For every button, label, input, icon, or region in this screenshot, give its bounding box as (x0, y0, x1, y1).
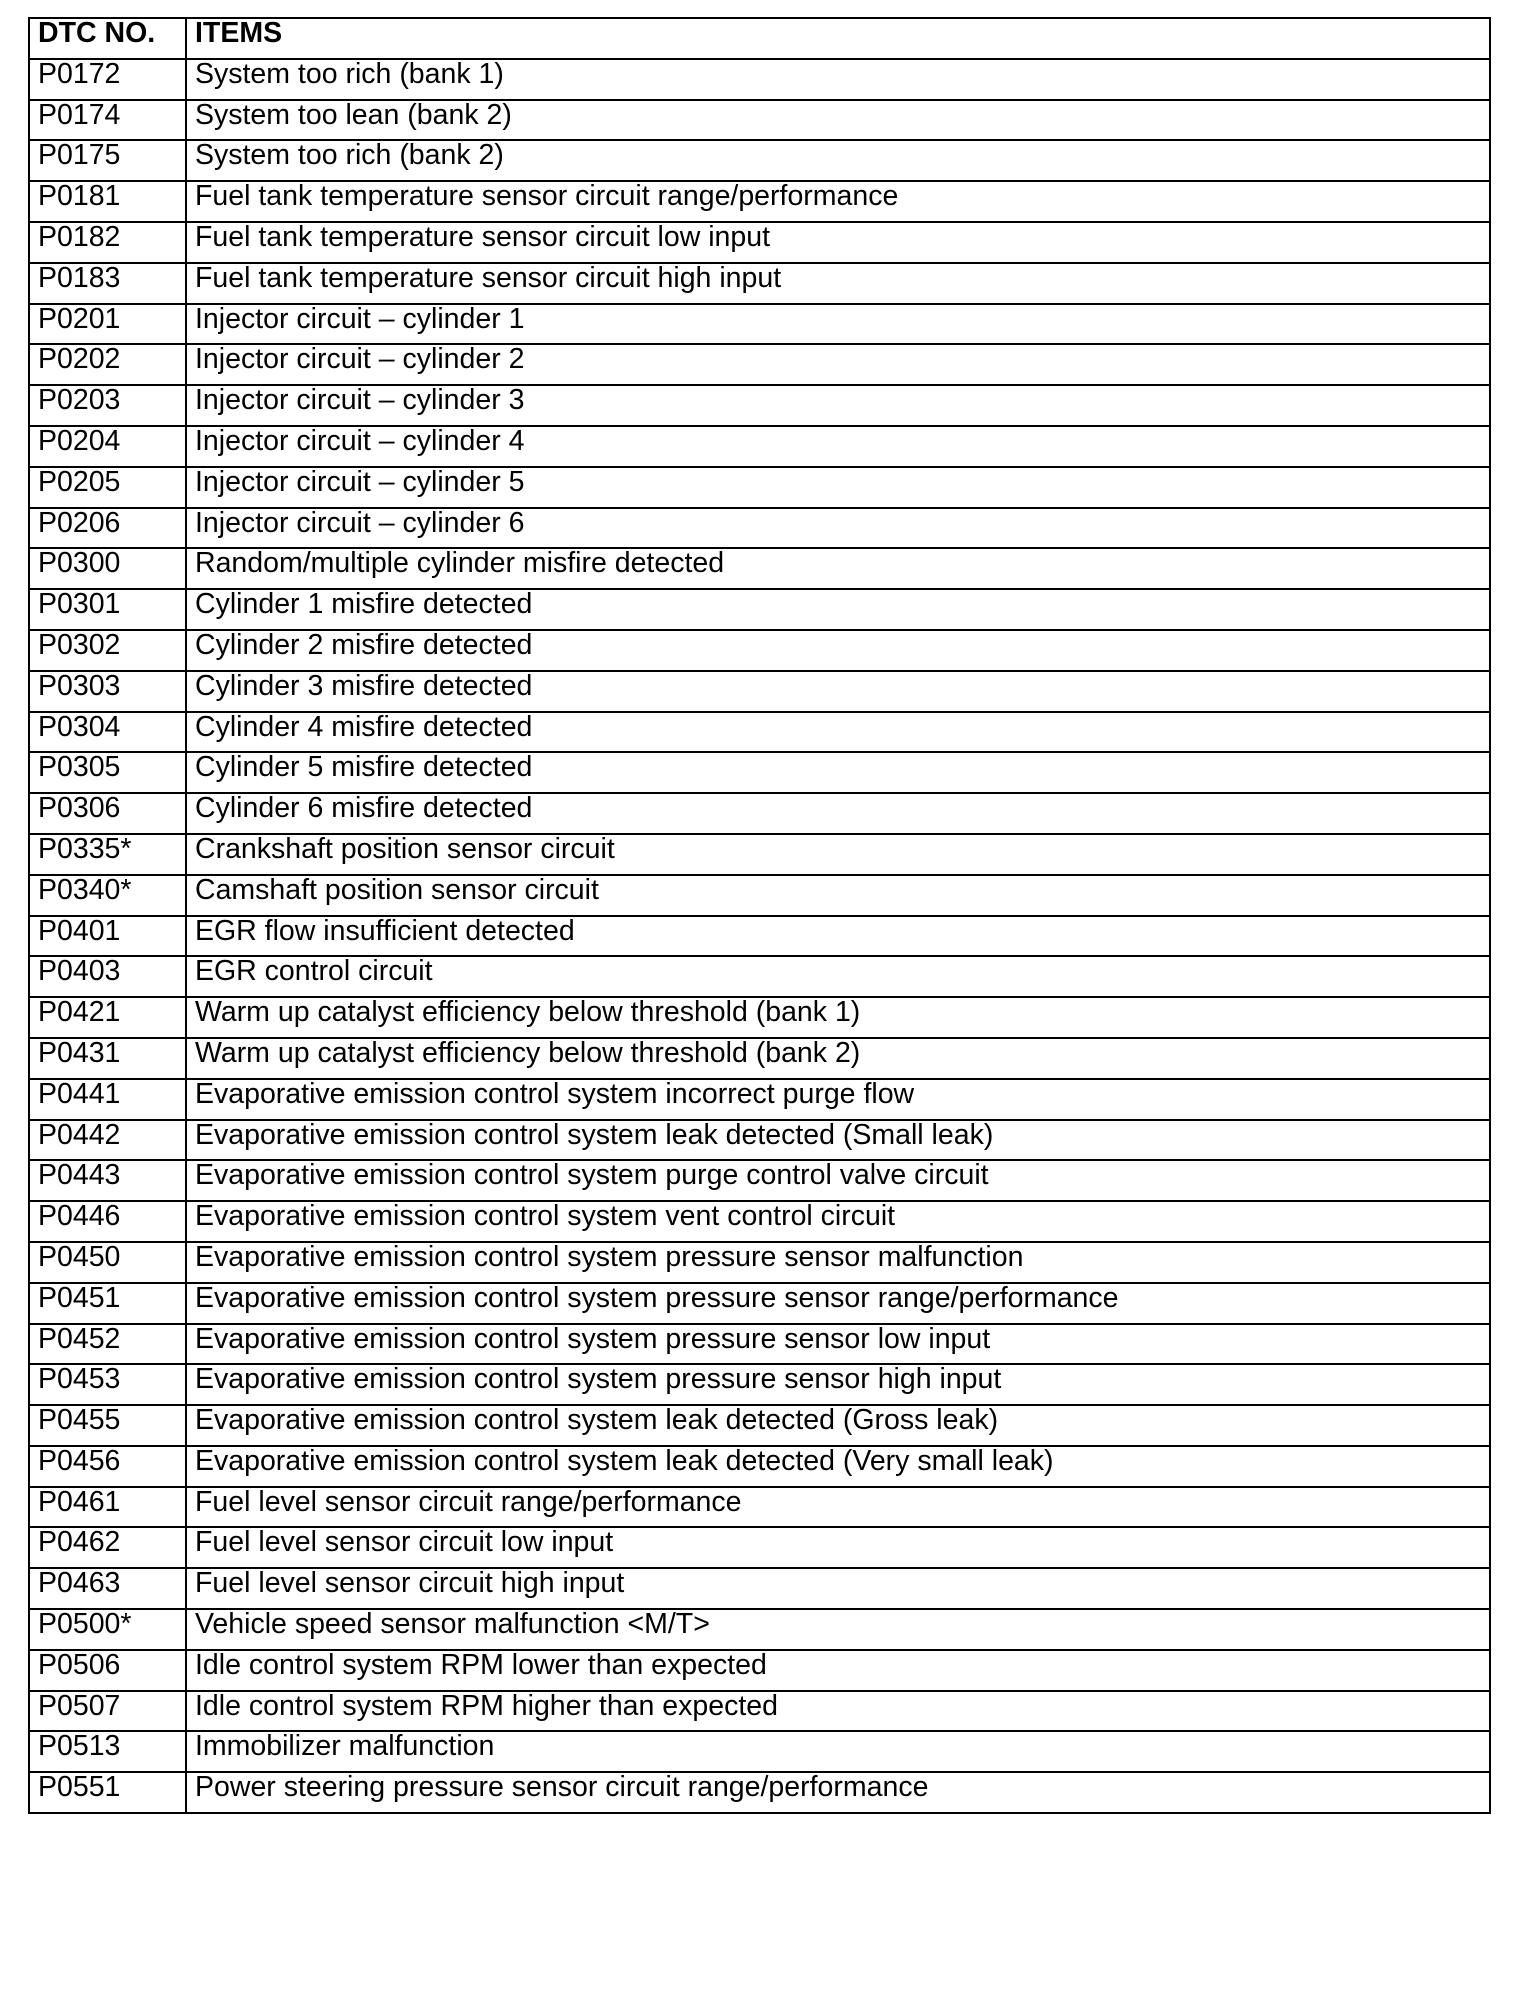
table-row (29, 140, 1490, 181)
dtc-code-cell: P0507 (29, 1691, 186, 1732)
dtc-code-cell: P0306 (29, 793, 186, 834)
table-row (29, 1079, 1490, 1120)
dtc-code-cell: P0403 (29, 956, 186, 997)
item-description-cell: Evaporative emission control system pressure sensor high input (186, 1364, 1490, 1405)
dtc-table (28, 17, 1491, 1814)
item-description-cell: Evaporative emission control system pressure sensor low input (186, 1324, 1490, 1365)
dtc-code-cell: P0301 (29, 589, 186, 630)
item-description-cell: Injector circuit – cylinder 3 (186, 385, 1490, 426)
item-description-cell: Fuel tank temperature sensor circuit range/performance (186, 181, 1490, 222)
item-description-cell: Fuel level sensor circuit high input (186, 1568, 1490, 1609)
item-description-cell: System too rich (bank 2) (186, 140, 1490, 181)
item-description-cell: Injector circuit – cylinder 1 (186, 304, 1490, 345)
table-row (29, 1038, 1490, 1079)
dtc-code-cell: P0462 (29, 1527, 186, 1568)
dtc-code-cell: P0442 (29, 1120, 186, 1161)
item-description-cell: Immobilizer malfunction (186, 1731, 1490, 1772)
dtc-code-cell: P0441 (29, 1079, 186, 1120)
table-row (29, 1650, 1490, 1691)
table-row (29, 1691, 1490, 1732)
dtc-code-cell: P0461 (29, 1487, 186, 1528)
header-row (29, 18, 1490, 59)
item-description-cell: Fuel level sensor circuit range/performance (186, 1487, 1490, 1528)
dtc-code-cell: P0206 (29, 508, 186, 549)
table-row (29, 1609, 1490, 1650)
dtc-code-cell: P0506 (29, 1650, 186, 1691)
table-row (29, 1405, 1490, 1446)
item-description-cell: Warm up catalyst efficiency below threshold (bank 2) (186, 1038, 1490, 1079)
item-description-cell: Power steering pressure sensor circuit range/performance (186, 1772, 1490, 1813)
item-description-cell: Evaporative emission control system leak detected (Gross leak) (186, 1405, 1490, 1446)
dtc-code-cell: P0201 (29, 304, 186, 345)
table-row (29, 1364, 1490, 1405)
table-row (29, 1242, 1490, 1283)
dtc-code-cell: P0175 (29, 140, 186, 181)
item-description-cell: Injector circuit – cylinder 6 (186, 508, 1490, 549)
item-description-cell: Evaporative emission control system leak detected (Small leak) (186, 1120, 1490, 1161)
table-row (29, 1283, 1490, 1324)
table-row (29, 712, 1490, 753)
dtc-code-cell: P0174 (29, 100, 186, 141)
dtc-code-cell: P0443 (29, 1160, 186, 1201)
dtc-code-cell: P0551 (29, 1772, 186, 1813)
item-description-cell: System too rich (bank 1) (186, 59, 1490, 100)
item-description-cell: Crankshaft position sensor circuit (186, 834, 1490, 875)
table-row (29, 222, 1490, 263)
dtc-code-cell: P0456 (29, 1446, 186, 1487)
table-row (29, 1527, 1490, 1568)
dtc-code-cell: P0500* (29, 1609, 186, 1650)
dtc-code-cell: P0302 (29, 630, 186, 671)
dtc-code-cell: P0304 (29, 712, 186, 753)
table-row (29, 1446, 1490, 1487)
item-description-cell: Random/multiple cylinder misfire detected (186, 548, 1490, 589)
item-description-cell: Evaporative emission control system leak detected (Very small leak) (186, 1446, 1490, 1487)
dtc-code-cell: P0182 (29, 222, 186, 263)
table-row (29, 1160, 1490, 1201)
item-description-cell: Idle control system RPM higher than expected (186, 1691, 1490, 1732)
item-description-cell: Evaporative emission control system purge control valve circuit (186, 1160, 1490, 1201)
dtc-code-cell: P0181 (29, 181, 186, 222)
table-row (29, 1487, 1490, 1528)
dtc-code-cell: P0300 (29, 548, 186, 589)
table-row (29, 100, 1490, 141)
item-description-cell: Fuel level sensor circuit low input (186, 1527, 1490, 1568)
dtc-code-cell: P0401 (29, 916, 186, 957)
item-description-cell: Injector circuit – cylinder 2 (186, 344, 1490, 385)
table-row (29, 752, 1490, 793)
table-row (29, 997, 1490, 1038)
dtc-code-cell: P0453 (29, 1364, 186, 1405)
item-description-cell: Fuel tank temperature sensor circuit low input (186, 222, 1490, 263)
table-row (29, 548, 1490, 589)
item-description-cell: Evaporative emission control system vent control circuit (186, 1201, 1490, 1242)
item-description-cell: EGR flow insufficient detected (186, 916, 1490, 957)
dtc-code-cell: P0205 (29, 467, 186, 508)
item-description-cell: Warm up catalyst efficiency below threshold (bank 1) (186, 997, 1490, 1038)
table-row (29, 834, 1490, 875)
items-header: ITEMS (186, 18, 1490, 59)
table-row (29, 1324, 1490, 1365)
item-description-cell: Cylinder 4 misfire detected (186, 712, 1490, 753)
dtc-no-header: DTC NO. (29, 18, 186, 59)
table-row (29, 385, 1490, 426)
dtc-code-cell: P0303 (29, 671, 186, 712)
item-description-cell: EGR control circuit (186, 956, 1490, 997)
item-description-cell: Vehicle speed sensor malfunction <M/T> (186, 1609, 1490, 1650)
table-row (29, 59, 1490, 100)
item-description-cell: Idle control system RPM lower than expected (186, 1650, 1490, 1691)
item-description-cell: Fuel tank temperature sensor circuit high input (186, 263, 1490, 304)
table-body (29, 59, 1490, 1813)
table-row (29, 916, 1490, 957)
item-description-cell: Cylinder 6 misfire detected (186, 793, 1490, 834)
dtc-code-cell: P0446 (29, 1201, 186, 1242)
item-description-cell: Camshaft position sensor circuit (186, 875, 1490, 916)
dtc-code-cell: P0202 (29, 344, 186, 385)
dtc-code-cell: P0431 (29, 1038, 186, 1079)
dtc-code-cell: P0451 (29, 1283, 186, 1324)
table-row (29, 671, 1490, 712)
table-header (29, 18, 1490, 59)
table-row (29, 793, 1490, 834)
table-row (29, 508, 1490, 549)
item-description-cell: Evaporative emission control system incorrect purge flow (186, 1079, 1490, 1120)
dtc-code-cell: P0513 (29, 1731, 186, 1772)
table-row (29, 956, 1490, 997)
item-description-cell: Injector circuit – cylinder 5 (186, 467, 1490, 508)
table-row (29, 630, 1490, 671)
table-row (29, 181, 1490, 222)
dtc-code-cell: P0450 (29, 1242, 186, 1283)
dtc-code-cell: P0421 (29, 997, 186, 1038)
item-description-cell: Cylinder 2 misfire detected (186, 630, 1490, 671)
item-description-cell: Cylinder 3 misfire detected (186, 671, 1490, 712)
table-row (29, 467, 1490, 508)
table-row (29, 1731, 1490, 1772)
item-description-cell: System too lean (bank 2) (186, 100, 1490, 141)
item-description-cell: Evaporative emission control system pressure sensor range/performance (186, 1283, 1490, 1324)
table-row (29, 1568, 1490, 1609)
table-row (29, 875, 1490, 916)
dtc-code-cell: P0452 (29, 1324, 186, 1365)
table-row (29, 263, 1490, 304)
dtc-code-cell: P0463 (29, 1568, 186, 1609)
table-row (29, 1201, 1490, 1242)
table-row (29, 344, 1490, 385)
table-row (29, 426, 1490, 467)
dtc-code-cell: P0340* (29, 875, 186, 916)
item-description-cell: Evaporative emission control system pressure sensor malfunction (186, 1242, 1490, 1283)
dtc-code-cell: P0335* (29, 834, 186, 875)
dtc-code-cell: P0183 (29, 263, 186, 304)
item-description-cell: Cylinder 5 misfire detected (186, 752, 1490, 793)
dtc-code-cell: P0204 (29, 426, 186, 467)
table-row (29, 589, 1490, 630)
table-row (29, 1120, 1490, 1161)
table-row (29, 304, 1490, 345)
item-description-cell: Cylinder 1 misfire detected (186, 589, 1490, 630)
dtc-code-cell: P0455 (29, 1405, 186, 1446)
dtc-code-cell: P0172 (29, 59, 186, 100)
item-description-cell: Injector circuit – cylinder 4 (186, 426, 1490, 467)
dtc-code-cell: P0305 (29, 752, 186, 793)
table-row (29, 1772, 1490, 1813)
dtc-code-cell: P0203 (29, 385, 186, 426)
